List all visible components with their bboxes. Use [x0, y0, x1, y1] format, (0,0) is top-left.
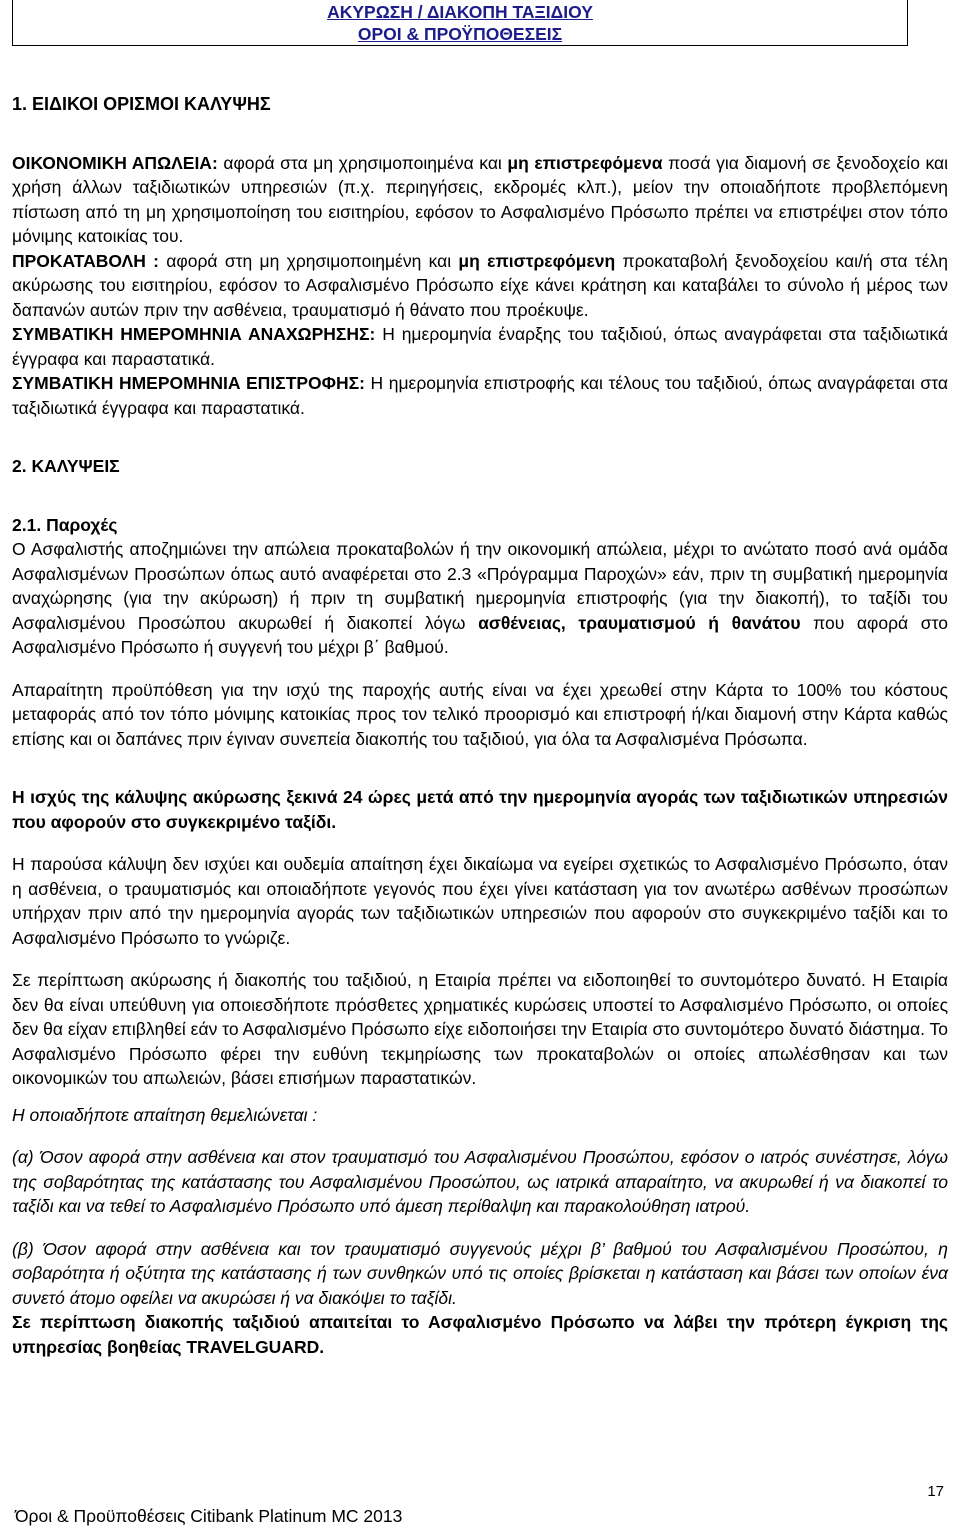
- notification-paragraph: Σε περίπτωση ακύρωσης ή διακοπής του ταξιδιού, η Εταιρία πρέπει να ειδοποιηθεί το συντομότερο δυνατό. Η Εταιρία δεν θα είναι υπεύθυνη για οποιεσδήποτε πρόσθετες χρηματικές κυρώσεις υποστεί το Ασφαλισμένο Πρόσωπο, οι οποίες δεν θα είχαν επιβληθεί εάν το Ασφαλισμένο Πρόσωπο είχε ειδοποιήσει την Εταιρία στο συντομότερο δυνατό διάστημα. Το Ασφαλισμένο Πρόσωπο φέρει την ευθύνη τεκμηρίωσης των προκαταβολών οι οποίες απωλέσθησαν και των οικονομικών του απωλειών, βάσει επισήμων παραστατικών.: [12, 970, 948, 1088]
- claim-item-a: (α) Όσον αφορά στην ασθένεια και στον τραυματισμό του Ασφαλισμένου Προσώπου, εφόσον ο ιατρός συνέστησε, λόγω της σοβαρότητας της κατάστασης του Ασφαλισμένου Προσώπου, ως ιατρικά απαραίτητο, να ακυρωθεί ή να διακοπεί το ταξίδι και να τεθεί το Ασφαλισμένο Πρόσωπο υπό άμεση περίθαλψη και παρακολούθηση ιατρού.: [12, 1147, 948, 1216]
- subsection-2-1-heading: 2.1. Παροχές: [12, 514, 118, 535]
- definition-return-date: ΣΥΜΒΑΤΙΚΗ ΗΜΕΡΟΜΗΝΙΑ ΕΠΙΣΤΡΟΦΗΣ: Η ημερομηνία επιστροφής και τέλους του ταξιδιού, όπως αναγράφεται στα ταξιδιωτικά έγγραφα και παραστατικά.: [12, 373, 948, 418]
- section-1-heading: 1. ΕΙΔΙΚΟΙ ΟΡΙΣΜΟΙ ΚΑΛΥΨΗΣ: [12, 94, 271, 114]
- claim-item-b: (β) Όσον αφορά στην ασθένεια και τον τραυματισμό συγγενούς μέχρι β’ βαθμού του Ασφαλισμένου Προσώπου, η σοβαρότητα ή οξύτητα της κατάστασης ή των συνθηκών υπό τις οποίες βρίσκεται η κατάσταση και βάσει των οποίων ένα συνετό άτομο οφείλει να ακυρώσει ή να διακόψει το ταξίδι.: [12, 1238, 948, 1308]
- benefits-paragraph: Ο Ασφαλιστής αποζημιώνει την απώλεια προκαταβολών ή την οικονομική απώλεια, μέχρι το ανώτατο ποσό ανά ομάδα Ασφαλισμένων Προσώπων όπως αυτό αναφέρεται στο 2.3 «Πρόγραμμα Παροχών» εάν, πριν τη συμβατική ημερομηνία αναχώρησης (για την ακύρωση) ή πριν τη συμβατική ημερομηνία επιστροφής (για την διακοπή), το ταξίδι του Ασφαλισμένου Προσώπου ακυρωθεί ή διακοπεί λόγω ασθένειας, τραυματισμού ή θανάτου που αφορά στο Ασφαλισμένο Πρόσωπο ή συγγενή του μέχρι β΄ βαθμού.: [12, 539, 948, 657]
- prerequisite-paragraph: Απαραίτητη προϋπόθεση για την ισχύ της παροχής αυτής είναι να έχει χρεωθεί στην Κάρτα το 100% του κόστους μεταφοράς από τον τόπο μόνιμης κατοικίας προς τον τελικό προορισμό και επιστροφή ή/και διαμονή στην Κάρτα καθώς επίσης και οι δαπάνες πριν έγιναν συνεπεία διακοπής του ταξιδιού, για όλα τα Ασφαλισμένα Πρόσωπα.: [12, 679, 948, 749]
- term-departure-date: ΣΥΜΒΑΤΙΚΗ ΗΜΕΡΟΜΗΝΙΑ ΑΝΑΧΩΡΗΣΗΣ:: [12, 324, 376, 344]
- document-title: ΑΚΥΡΩΣΗ / ΔΙΑΚΟΠΗ ΤΑΞΙΔΙΟΥ: [327, 2, 593, 22]
- claim-basis-intro: Η οποιαδήποτε απαίτηση θεμελιώνεται :: [12, 1104, 318, 1125]
- definition-departure-date: ΣΥΜΒΑΤΙΚΗ ΗΜΕΡΟΜΗΝΙΑ ΑΝΑΧΩΡΗΣΗΣ: Η ημερομηνία έναρξης του ταξιδιού, όπως αναγράφεται στα ταξιδιωτικά έγγραφα και παραστατικά.: [12, 324, 948, 369]
- exclusion-paragraph: Η παρούσα κάλυψη δεν ισχύει και ουδεμία απαίτηση έχει δικαίωμα να εγείρει σχετικώς το Ασφαλισμένο Πρόσωπο, όταν η ασθένεια, ο τραυματισμός και οποιαδήποτε γεγονός που έχει γίνει κατάσταση για τον ανωτέρω ασθένων προσώπων υπήρχαν πριν από την ημερομηνία αγοράς των ταξιδιωτικών υπηρεσιών που αφορούν στο συγκεκριμένο ταξίδι και το Ασφαλισμένο Πρόσωπο το γνώριζε.: [12, 854, 948, 948]
- section-2-heading: 2. ΚΑΛΥΨΕΙΣ: [12, 456, 120, 476]
- document-body: [12, 92, 948, 1359]
- definition-prepayment: ΠΡΟΚΑΤΑΒΟΛΗ : αφορά στη μη χρησιμοποιημένη και μη επιστρεφόμενη προκαταβολή ξενοδοχείου και/ή στα τέλη ακύρωσης του εισιτηρίου, εφόσον το Ασφαλισμένο Πρόσωπο είχε κάνει κράτηση και καταβάλει το σύνολο ή μέρος των δαπανών αυτών πριν την ασθένεια, τραυματισμό ή θάνατο που προέκυψε.: [12, 250, 948, 320]
- term-prepayment: ΠΡΟΚΑΤΑΒΟΛΗ :: [12, 250, 159, 271]
- validity-paragraph: Η ισχύς της κάλυψης ακύρωσης ξεκινά 24 ώρες μετά από την ημερομηνία αγοράς των ταξιδιωτικών υπηρεσιών που αφορούν στο συγκεκριμένο ταξίδι.: [12, 787, 948, 832]
- title-box: [12, 0, 908, 46]
- definition-economic-loss: ΟΙΚΟΝΟΜΙΚΗ ΑΠΩΛΕΙΑ: αφορά στα μη χρησιμοποιημένα και μη επιστρεφόμενα ποσά για διαμονή σε ξενοδοχείο και χρήση άλλων ταξιδιωτικών υπηρεσιών (π.χ. περιηγήσεις, εκδρομές κλπ.), μείον την οποιαδήποτε προβλεπόμενη πίστωση από τη μη χρησιμοποίηση του εισιτηρίου, εφόσον το Ασφαλισμένο Πρόσωπο πρέπει να επιστρέψει στον τόπο μόνιμης κατοικίας του.: [12, 152, 949, 246]
- footer-text: Όροι & Προϋποθέσεις Citibank Platinum MC 2013: [15, 1506, 403, 1526]
- page-number: 17: [927, 1483, 944, 1500]
- term-economic-loss: ΟΙΚΟΝΟΜΙΚΗ ΑΠΩΛΕΙΑ:: [12, 152, 218, 173]
- document-subtitle: ΟΡΟΙ & ΠΡΟΫΠΟΘΕΣΕΙΣ: [357, 24, 563, 44]
- term-return-date: ΣΥΜΒΑΤΙΚΗ ΗΜΕΡΟΜΗΝΙΑ ΕΠΙΣΤΡΟΦΗΣ:: [12, 373, 365, 393]
- travelguard-approval-note: Σε περίπτωση διακοπής ταξιδιού απαιτείται το Ασφαλισμένο Πρόσωπο να λάβει την πρότερη έγκριση της υπηρεσίας βοηθείας TRAVELGUARD.: [12, 1312, 948, 1357]
